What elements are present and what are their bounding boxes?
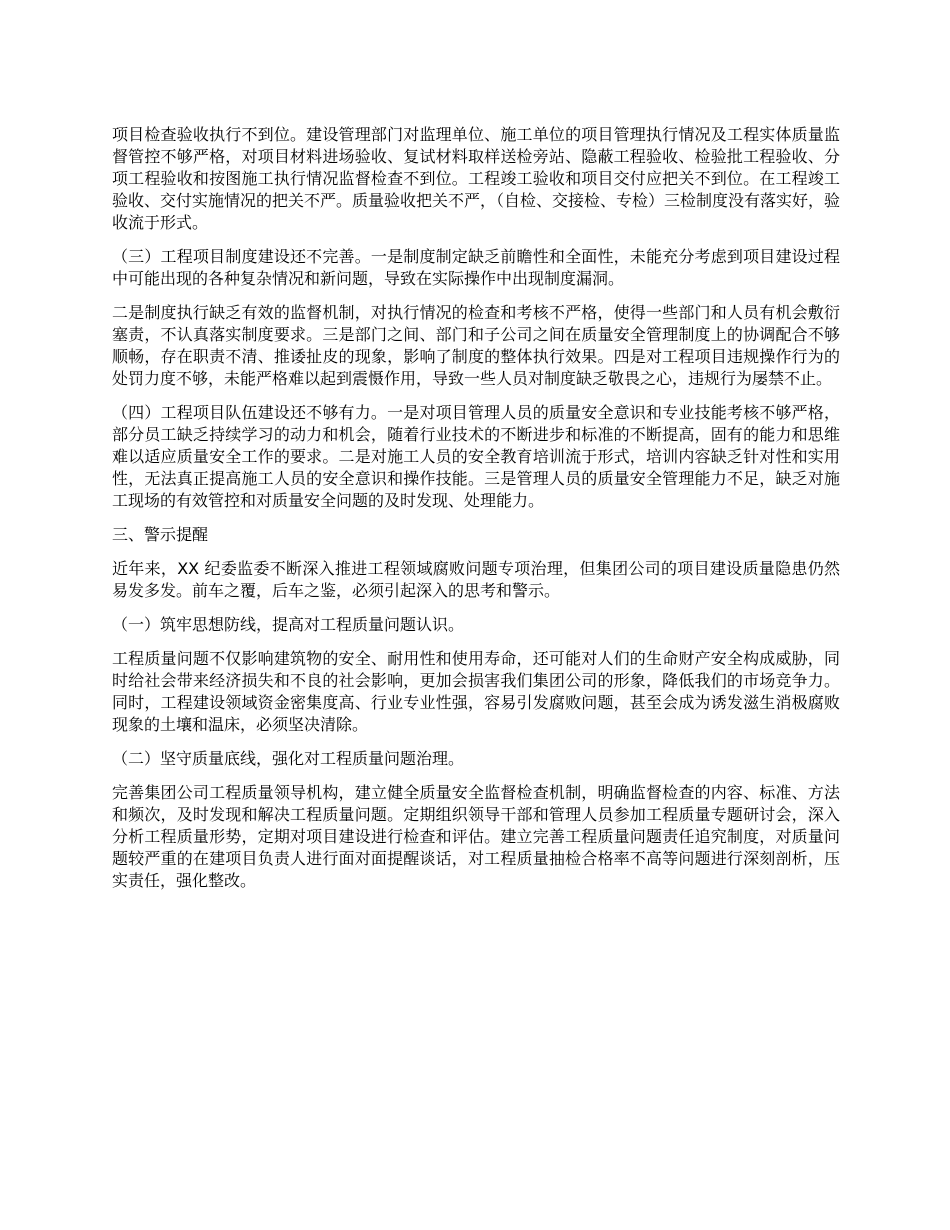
subheading-quality-bottom-line: （二）坚守质量底线，强化对工程质量问题治理。 xyxy=(112,749,465,768)
paragraph-team-building: （四）工程项目队伍建设还不够有力。一是对项目管理人员的质量安全意识和专业技能考核不够严格，部分员工缺乏持续学习的动力和机会，随着行业技术的不断进步和标准的不断提高，固有的能力和思维难以适应质量安全工作的要求。二是对施工人员的安全教育培训流于形式，培训内容缺乏针对性和实用性，无法真正提高施工人员的安全意识和操作技能。三是管理人员的质量安全管理能力不足，缺乏对施工现场的有效管控和对质量安全问题的及时发现、处理能力。 xyxy=(112,403,840,510)
paragraph-warning-intro: 近年来，XX 纪委监委不断深入推进工程领域腐败问题专项治理，但集团公司的项目建设质量隐患仍然易发多发。前车之覆，后车之鉴，必须引起深入的思考和警示。 xyxy=(112,559,840,600)
paragraph-quality-governance: 完善集团公司工程质量领导机构，建立健全质量安全监督检查机制，明确监督检查的内容、标准、方法和频次，及时发现和解决工程质量问题。定期组织领导干部和管理人员参加工程质量专题研讨会，深入分析工程质量形势，定期对项目建设进行检查和评估。建立完善工程质量问题责任追究制度，对质量问题较严重的在建项目负责人进行面对面提醒谈话，对工程质量抽检合格率不高等问题进行深刻剖析，压实责任，强化整改。 xyxy=(112,783,840,890)
paragraph-acceptance-inspection: 项目检查验收执行不到位。建设管理部门对监理单位、施工单位的项目管理执行情况及工程实体质量监督管控不够严格，对项目材料进场验收、复试材料取样送检旁站、隐蔽工程验收、检验批工程验收、分项工程验收和按图施工执行情况监督检查不到位。工程竣工验收和项目交付应把关不到位。在工程竣工验收、交付实施情况的把关不严。质量验收把关不严，（自检、交接检、专检）三检制度没有落实好，验收流于形式。 xyxy=(112,125,841,232)
paragraph-system-construction: （三）工程项目制度建设还不完善。一是制度制定缺乏前瞻性和全面性，未能充分考虑到项目建设过程中可能出现的各种复杂情况和新问题，导致在实际操作中出现制度漏洞。 xyxy=(112,247,840,288)
paragraph-system-execution: 二是制度执行缺乏有效的监督机制，对执行情况的检查和考核不严格，使得一些部门和人员有机会敷衍塞责，不认真落实制度要求。三是部门之间、部门和子公司之间在质量安全管理制度上的协调配合不够顺畅，存在职责不清、推诿扯皮的现象，影响了制度的整体执行效果。四是对工程项目违规操作行为的处罚力度不够，未能严格难以起到震慑作用，导致一些人员对制度缺乏敬畏之心，违规行为屡禁不止。 xyxy=(112,303,840,388)
section-heading-warning: 三、警示提醒 xyxy=(112,525,209,544)
paragraph-quality-impact: 工程质量问题不仅影响建筑物的安全、耐用性和使用寿命，还可能对人们的生命财产安全构成威胁，同时给社会带来经济损失和不良的社会影响，更加会损害我们集团公司的形象，降低我们的市场竞争力。同时，工程建设领域资金密集度高、行业专业性强，容易引发腐败问题，甚至会成为诱发滋生消极腐败现象的土壤和温床，必须坚决清除。 xyxy=(112,649,840,734)
document-body xyxy=(112,124,840,904)
subheading-ideological-defense: （一）筑牢思想防线，提高对工程质量问题认识。 xyxy=(112,615,465,634)
